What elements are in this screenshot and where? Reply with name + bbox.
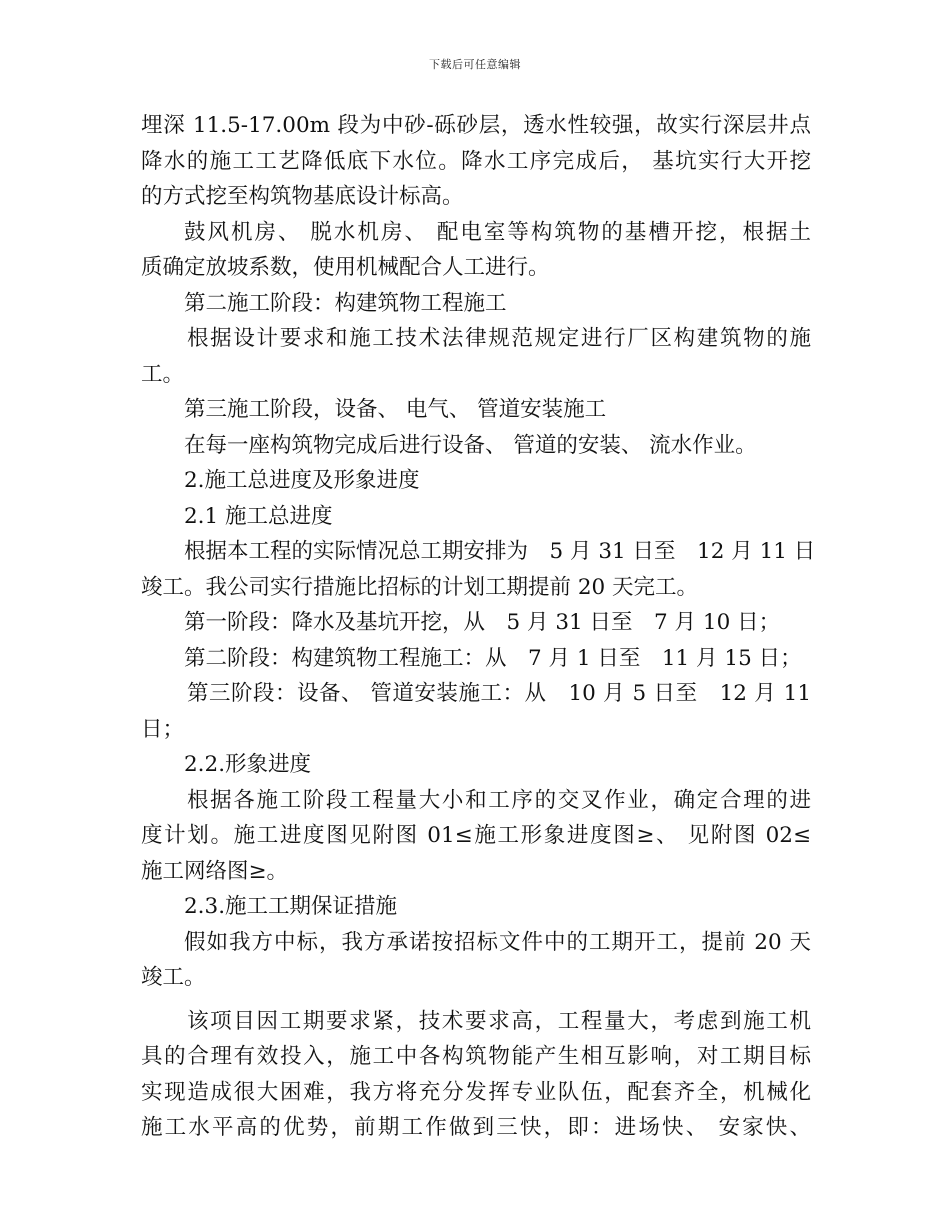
text-line: 第二施工阶段：构建筑物工程施工 (184, 290, 507, 316)
text-line: 2.2.形象进度 (184, 752, 312, 777)
text-line: 2.1 施工总进度 (184, 503, 333, 529)
text-line: 假如我方中标，我方承诺按招标文件中的工期开工，提前 20 天 (184, 929, 811, 955)
text-line: 鼓风机房、 脱水机房、 配电室等构筑物的基槽开挖，根据土 (184, 219, 811, 245)
text-line: 第三阶段：设备、 管道安装施工：从 10 月 5 日至 12 月 11 (187, 681, 811, 706)
text-line: 度计划。施工进度图见附图 01≤施工形象进度图≥、 见附图 02≤ (141, 823, 811, 848)
text-line: 日； (141, 716, 185, 742)
text-line: 降水的施工工艺降低底下水位。降水工序完成后， 基坑实行大开挖 (141, 148, 811, 174)
page-header: 下载后可任意编辑 (429, 58, 521, 71)
paragraph-gap (141, 996, 811, 1004)
text-line: 施工网络图≥。 (141, 858, 289, 884)
text-line: 埋深 11.5-17.00m 段为中砂-砾砂层，透水性较强，故实行深层井点 (141, 113, 811, 138)
text-line: 第三施工阶段，设备、 电气、 管道安装施工 (184, 397, 607, 422)
text-line: 该项目因工期要求紧，技术要求高，工程量大，考虑到施工机 (187, 1008, 811, 1034)
body-text (141, 108, 816, 1146)
text-line: 的方式挖至构筑物基底设计标高。 (141, 184, 464, 209)
text-line: 2.3.施工工期保证措施 (184, 894, 398, 919)
text-line: 实现造成很大困难，我方将充分发挥专业队伍，配套齐全，机械化 (141, 1079, 811, 1105)
text-line: 2.施工总进度及形象进度 (184, 468, 420, 493)
text-line: 工。 (141, 361, 185, 387)
text-line: 第二阶段：构建筑物工程施工：从 7 月 1 日至 11 月 15 日； (184, 645, 802, 671)
text-line: 根据设计要求和施工技术法律规范规定进行厂区构建筑物的施 (187, 326, 811, 351)
text-line: 施工水平高的优势，前期工作做到三快，即：进场快、 安家快、 (141, 1115, 811, 1140)
text-line: 竣工。 (141, 965, 206, 990)
text-line: 根据本工程的实际情况总工期安排为 5 月 31 日至 12 月 11 日 (184, 539, 816, 564)
text-line: 根据各施工阶段工程量大小和工序的交叉作业，确定合理的进 (187, 787, 811, 813)
text-line: 具的合理有效投入，施工中各构筑物能产生相互影响，对工期目标 (141, 1044, 811, 1069)
text-line: 在每一座构筑物完成后进行设备、 管道的安装、 流水作业。 (184, 432, 757, 458)
text-line: 质确定放坡系数，使用机械配合人工进行。 (141, 255, 550, 280)
text-line: 第一阶段：降水及基坑开挖，从 5 月 31 日至 7 月 10 日； (184, 610, 781, 635)
text-line: 竣工。我公司实行措施比招标的计划工期提前 20 天完工。 (141, 574, 699, 600)
